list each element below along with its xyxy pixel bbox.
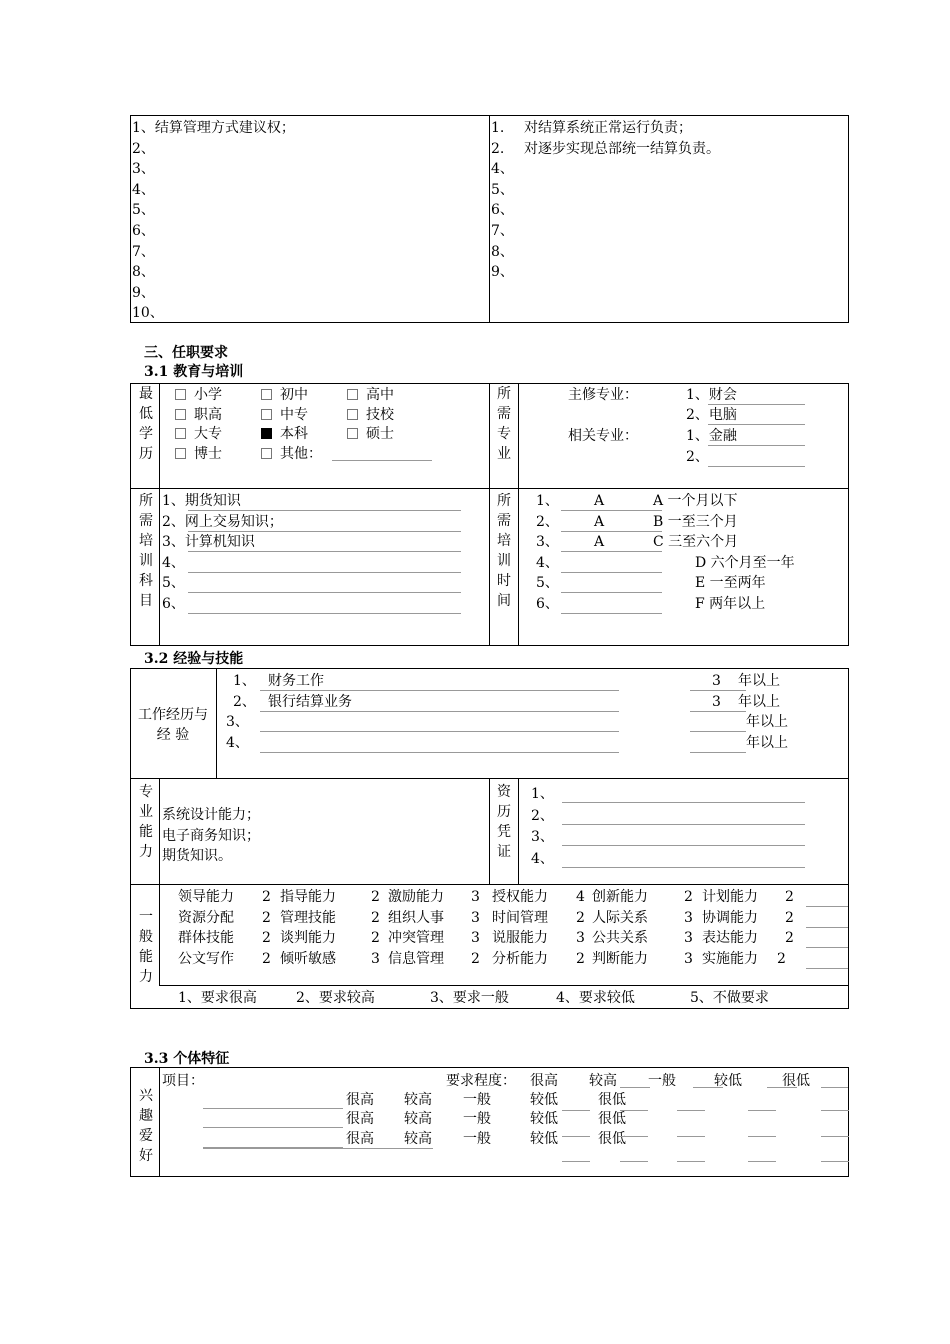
related-major-label: 相关专业： bbox=[568, 428, 638, 444]
ability-level: 3 bbox=[684, 909, 693, 926]
checkbox-icon[interactable] bbox=[261, 389, 272, 400]
training-time-value: A bbox=[594, 493, 605, 509]
degree-option: 一般 bbox=[463, 1111, 491, 1128]
checkbox-icon[interactable] bbox=[261, 448, 272, 459]
section-title: 三、任职要求 bbox=[144, 345, 228, 361]
ability-name: 创新能力 bbox=[592, 889, 648, 905]
checkbox-icon[interactable] bbox=[175, 389, 186, 400]
training-time-option: F 两年以上 bbox=[695, 596, 766, 612]
experience-number: 1、 bbox=[233, 673, 256, 689]
education-option-label: 本科 bbox=[280, 426, 308, 442]
training-time-number: 6、 bbox=[536, 596, 559, 612]
ability-name: 谈判能力 bbox=[280, 930, 336, 947]
ability-name: 冲突管理 bbox=[388, 930, 444, 947]
authority-item: 1、结算管理方式建议权； bbox=[132, 120, 295, 136]
degree-option: 一般 bbox=[463, 1092, 491, 1108]
duty-item-text: 对结算系统正常运行负责； bbox=[524, 120, 692, 136]
experience-year-unit: 年以上 bbox=[746, 714, 788, 731]
ability-name: 判断能力 bbox=[592, 950, 648, 967]
ability-level: 2 bbox=[785, 909, 794, 926]
experience-year-unit: 年以上 bbox=[738, 673, 780, 689]
experience-years: 3 bbox=[712, 693, 721, 710]
duty-item-number: 1. bbox=[491, 120, 505, 136]
training-time-label: 所需培训时间 bbox=[497, 493, 511, 609]
ability-level: 2 bbox=[262, 889, 271, 905]
authority-item: 8、 bbox=[132, 264, 155, 281]
checkbox-icon[interactable] bbox=[261, 409, 272, 420]
ability-level: 2 bbox=[371, 930, 380, 947]
education-option-label: 博士 bbox=[194, 445, 222, 462]
training-subject: 6、 bbox=[162, 596, 185, 612]
education-option[interactable] bbox=[261, 444, 322, 464]
credential-number: 1、 bbox=[531, 786, 554, 802]
ability-name: 表达能力 bbox=[702, 930, 758, 947]
training-time-option: D 六个月至一年 bbox=[695, 554, 795, 571]
degree-option: 很低 bbox=[598, 1130, 626, 1147]
professional-ability-label: 专业能力 bbox=[139, 784, 153, 860]
degree-option: 较高 bbox=[404, 1092, 432, 1108]
training-time-option: B 一至三个月 bbox=[653, 513, 738, 530]
ability-name: 计划能力 bbox=[702, 889, 758, 905]
duty-item-number: 5、 bbox=[491, 181, 514, 198]
ability-level: 2 bbox=[777, 950, 786, 967]
training-time-value: A bbox=[594, 534, 605, 551]
degree-option: 较低 bbox=[530, 1092, 558, 1108]
ability-name: 群体技能 bbox=[178, 930, 234, 947]
education-option[interactable] bbox=[261, 385, 308, 405]
ability-level: 2 bbox=[262, 930, 271, 947]
ability-level: 3 bbox=[471, 930, 480, 947]
ability-name: 倾听敏感 bbox=[280, 950, 336, 967]
degree-option: 较低 bbox=[530, 1130, 558, 1147]
ability-name: 组织人事 bbox=[388, 909, 444, 926]
ability-level: 3 bbox=[371, 950, 380, 967]
ability-name: 公文写作 bbox=[178, 950, 234, 967]
credential-number: 3、 bbox=[531, 829, 554, 845]
professional-ability-item: 期货知识。 bbox=[162, 848, 232, 865]
duty-item-number: 6、 bbox=[491, 202, 514, 219]
training-time-number: 1、 bbox=[536, 493, 559, 509]
ability-level: 2 bbox=[471, 950, 480, 967]
credential-number: 2、 bbox=[531, 807, 554, 824]
ability-name: 领导能力 bbox=[178, 889, 234, 905]
authority-item: 9、 bbox=[132, 284, 155, 301]
experience-number: 3、 bbox=[226, 714, 249, 731]
authority-item: 5、 bbox=[132, 202, 155, 219]
ability-name: 实施能力 bbox=[702, 950, 758, 967]
ability-name: 时间管理 bbox=[492, 909, 548, 926]
education-option-label: 大专 bbox=[194, 426, 222, 442]
training-time-number: 2、 bbox=[536, 513, 559, 530]
experience-number: 2、 bbox=[233, 693, 256, 710]
ability-level: 2 bbox=[785, 889, 794, 905]
checkbox-icon[interactable] bbox=[175, 409, 186, 420]
training-time-option: A 一个月以下 bbox=[653, 493, 738, 509]
authority-item: 10、 bbox=[132, 305, 164, 322]
ability-name: 协调能力 bbox=[702, 909, 758, 926]
education-option-label: 职高 bbox=[194, 406, 222, 423]
degree-option: 很低 bbox=[598, 1111, 626, 1128]
training-time-value: A bbox=[594, 513, 605, 530]
ability-level: 3 bbox=[684, 930, 693, 947]
authority-item: 6、 bbox=[132, 223, 155, 239]
ability-level: 3 bbox=[471, 889, 480, 905]
education-option[interactable] bbox=[261, 405, 308, 425]
ability-level: 2 bbox=[576, 909, 585, 926]
education-option-label: 高中 bbox=[366, 387, 394, 403]
experience-item: 银行结算业务 bbox=[268, 693, 352, 710]
ability-name: 授权能力 bbox=[492, 889, 548, 905]
training-subject: 1、期货知识 bbox=[162, 493, 241, 509]
subsection-traits-title: 3.3 个体特征 bbox=[144, 1051, 230, 1067]
experience-year-unit: 年以上 bbox=[746, 734, 788, 751]
degree-option: 一般 bbox=[463, 1130, 491, 1147]
degree-option: 很高 bbox=[346, 1092, 374, 1108]
ability-level-legend: 5、不做要求 bbox=[690, 990, 769, 1006]
checkbox-icon[interactable] bbox=[347, 409, 358, 420]
ability-name: 激励能力 bbox=[388, 889, 444, 905]
checkbox-icon[interactable] bbox=[175, 428, 186, 439]
education-option[interactable] bbox=[261, 424, 308, 444]
degree-option: 很低 bbox=[598, 1092, 626, 1108]
checkbox-checked-icon[interactable] bbox=[261, 428, 272, 439]
main-major-1: 1、财会 bbox=[686, 387, 737, 403]
education-option[interactable] bbox=[175, 385, 222, 405]
item-label: 项目： bbox=[162, 1073, 204, 1089]
professional-ability-item: 电子商务知识； bbox=[162, 827, 260, 844]
checkbox-icon[interactable] bbox=[347, 389, 358, 400]
ability-level-legend: 1、要求很高 bbox=[178, 990, 257, 1006]
education-option-label: 其他： bbox=[280, 445, 322, 462]
experience-years: 3 bbox=[712, 673, 721, 689]
ability-level-legend: 3、要求一般 bbox=[430, 990, 509, 1006]
ability-level: 2 bbox=[371, 889, 380, 905]
duty-item-number: 2. bbox=[491, 140, 505, 157]
ability-level: 3 bbox=[576, 930, 585, 947]
authority-item: 3、 bbox=[132, 161, 155, 178]
subsection-experience-title: 3.2 经验与技能 bbox=[144, 651, 244, 667]
education-option-label: 硕士 bbox=[366, 426, 394, 442]
degree-option: 很高 bbox=[346, 1111, 374, 1128]
degree-header: 很低 bbox=[782, 1073, 810, 1089]
ability-name: 指导能力 bbox=[280, 889, 336, 905]
ability-level: 2 bbox=[684, 889, 693, 905]
professional-ability-item: 系统设计能力； bbox=[162, 807, 260, 823]
degree-label: 要求程度： bbox=[446, 1073, 516, 1089]
ability-name: 信息管理 bbox=[388, 950, 444, 967]
ability-name: 资源分配 bbox=[178, 909, 234, 926]
main-major-label: 主修专业： bbox=[568, 387, 638, 403]
ability-level: 2 bbox=[262, 950, 271, 967]
training-time-option: C 三至六个月 bbox=[653, 534, 739, 551]
experience-item: 财务工作 bbox=[268, 673, 324, 689]
ability-level: 3 bbox=[684, 950, 693, 967]
degree-option: 很高 bbox=[346, 1130, 374, 1147]
interests-label: 兴趣爱好 bbox=[139, 1088, 153, 1164]
ability-name: 管理技能 bbox=[280, 909, 336, 926]
ability-name: 人际关系 bbox=[592, 909, 648, 926]
authority-item: 2、 bbox=[132, 140, 155, 157]
training-subject: 5、 bbox=[162, 575, 185, 592]
duty-item-number: 4、 bbox=[491, 161, 514, 178]
min-education-label: 最低学历 bbox=[139, 386, 153, 462]
related-major-2: 2、 bbox=[686, 449, 709, 465]
education-option[interactable] bbox=[175, 424, 222, 444]
training-time-number: 5、 bbox=[536, 575, 559, 592]
duty-item-number: 8、 bbox=[491, 243, 514, 260]
ability-level: 2 bbox=[785, 930, 794, 947]
education-option[interactable] bbox=[347, 385, 394, 405]
ability-level: 2 bbox=[576, 950, 585, 967]
training-subject: 3、计算机知识 bbox=[162, 534, 255, 551]
related-major-1: 1、金融 bbox=[686, 428, 737, 444]
training-subject: 2、网上交易知识； bbox=[162, 513, 283, 530]
experience-number: 4、 bbox=[226, 734, 249, 751]
authority-item: 4、 bbox=[132, 181, 155, 198]
ability-name: 分析能力 bbox=[492, 950, 548, 967]
ability-level: 4 bbox=[576, 889, 585, 905]
credential-number: 4、 bbox=[531, 850, 554, 867]
main-major-2: 2、电脑 bbox=[686, 407, 737, 423]
credentials-label: 资历凭证 bbox=[497, 784, 511, 860]
degree-option: 较高 bbox=[404, 1111, 432, 1128]
ability-level-legend: 2、要求较高 bbox=[296, 990, 375, 1006]
education-option-label: 技校 bbox=[366, 406, 394, 423]
ability-level: 2 bbox=[371, 909, 380, 926]
training-subject: 4、 bbox=[162, 554, 185, 571]
degree-header: 较高 bbox=[589, 1073, 617, 1089]
duty-item-number: 7、 bbox=[491, 223, 514, 239]
education-option[interactable] bbox=[347, 424, 394, 444]
ability-name: 公共关系 bbox=[592, 930, 648, 947]
training-time-option: E 一至两年 bbox=[695, 575, 766, 592]
work-experience-label: 工作经历与 经 验 bbox=[138, 707, 208, 743]
education-option[interactable] bbox=[175, 444, 222, 464]
checkbox-icon[interactable] bbox=[347, 428, 358, 439]
degree-header: 较低 bbox=[714, 1073, 742, 1089]
authority-item: 7、 bbox=[132, 243, 155, 260]
ability-level: 2 bbox=[262, 909, 271, 926]
education-option-label: 中专 bbox=[280, 406, 308, 423]
experience-year-unit: 年以上 bbox=[738, 693, 780, 710]
degree-header: 一般 bbox=[648, 1073, 676, 1089]
subsection-education-title: 3.1 教育与培训 bbox=[144, 364, 244, 380]
degree-header: 很高 bbox=[530, 1073, 558, 1089]
degree-option: 较低 bbox=[530, 1111, 558, 1128]
required-major-label: 所需专业 bbox=[497, 386, 511, 462]
duty-item-text: 对逐步实现总部统一结算负责。 bbox=[524, 140, 720, 157]
general-ability-label: 一般能力 bbox=[139, 909, 153, 985]
education-option-label: 小学 bbox=[194, 387, 222, 403]
checkbox-icon[interactable] bbox=[175, 448, 186, 459]
ability-level: 3 bbox=[471, 909, 480, 926]
ability-level-legend: 4、要求较低 bbox=[556, 990, 635, 1006]
education-option[interactable] bbox=[347, 405, 394, 425]
education-option[interactable] bbox=[175, 405, 222, 425]
training-time-number: 3、 bbox=[536, 534, 559, 551]
training-subjects-label: 所需培训科目 bbox=[139, 493, 153, 609]
ability-name: 说服能力 bbox=[492, 930, 548, 947]
training-time-number: 4、 bbox=[536, 554, 559, 571]
education-option-label: 初中 bbox=[280, 387, 308, 403]
duty-item-number: 9、 bbox=[491, 264, 514, 281]
responsibility-divider bbox=[489, 115, 490, 323]
degree-option: 较高 bbox=[404, 1130, 432, 1147]
